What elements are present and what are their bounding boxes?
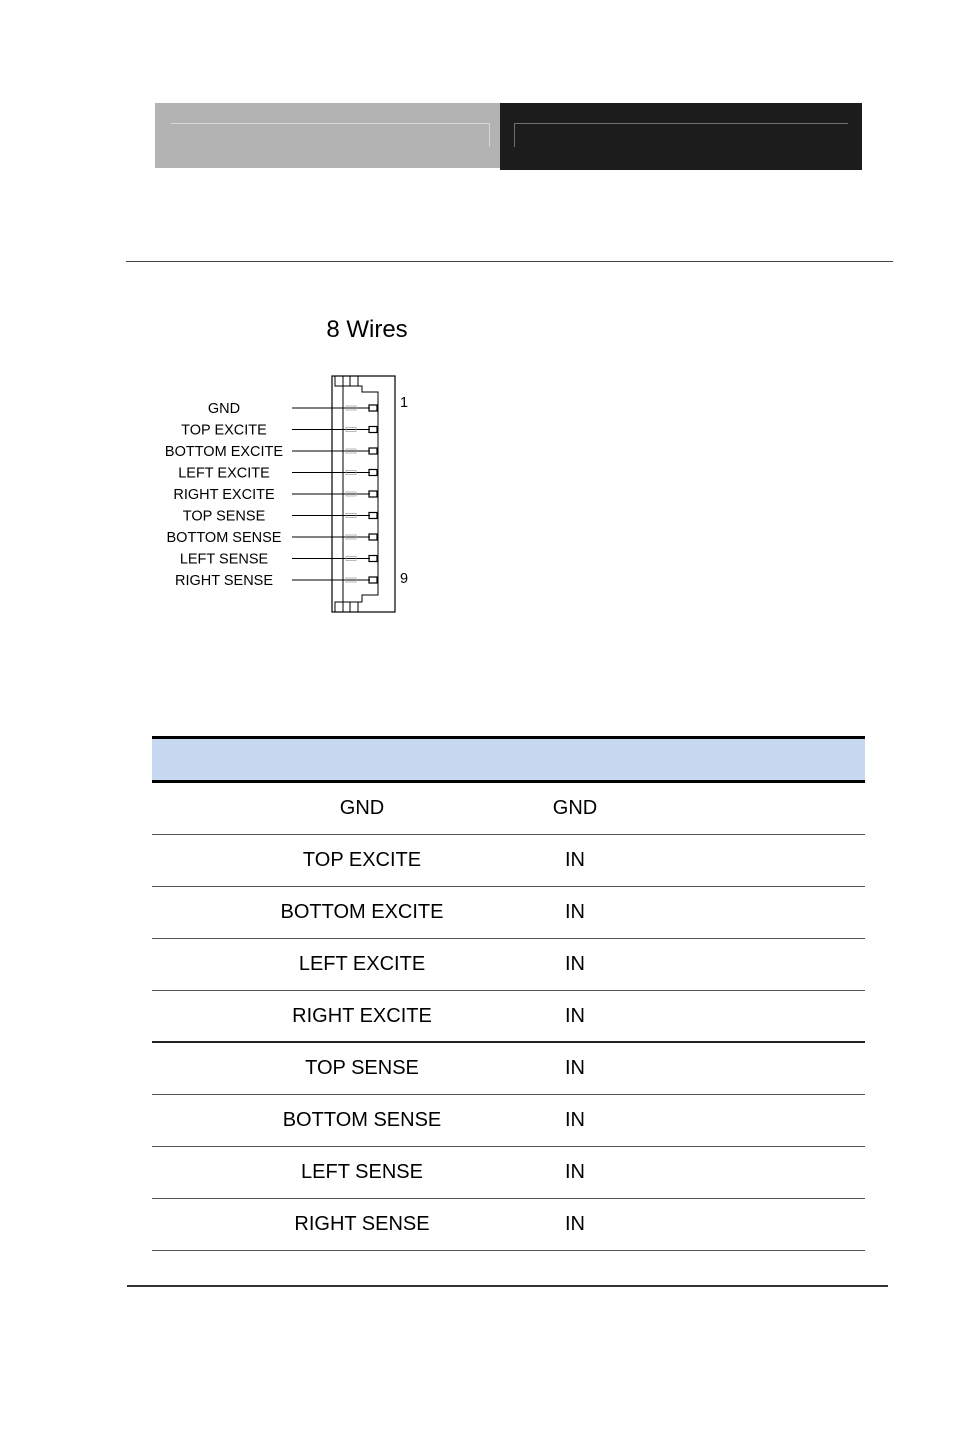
table-row (152, 835, 865, 887)
type-cell: IN (565, 1057, 585, 1079)
connector-bottom-tab-left (335, 602, 343, 612)
type-cell: IN (565, 849, 585, 871)
diagram-pin-label: GND (207, 401, 241, 417)
header-banner-right (500, 103, 862, 170)
diagram-pin-contact (369, 534, 377, 540)
diagram-pin-label: LEFT EXCITE (178, 465, 270, 482)
diagram-pin-label: BOTTOM EXCITE (164, 444, 284, 460)
type-cell: IN (565, 953, 585, 975)
top-divider (126, 261, 893, 262)
table-row (152, 783, 865, 835)
type-cell: IN (565, 1213, 585, 1235)
diagram-pin-contact (369, 513, 377, 519)
signal-cell: RIGHT SENSE (294, 1213, 430, 1235)
type-cell: GND (552, 797, 598, 819)
diagram-pin-label: RIGHT SENSE (174, 573, 274, 589)
table-row (152, 939, 865, 991)
type-cell: IN (565, 1161, 585, 1183)
connector-top-tab-right (350, 376, 358, 386)
diagram-pin-contact (369, 491, 377, 497)
signal-cell: TOP SENSE (305, 1057, 419, 1079)
pin-table (152, 736, 865, 1251)
connector-bottom-tab-right (350, 602, 358, 612)
banner-left-rule-end (489, 123, 490, 147)
pin-table-body (152, 783, 865, 1251)
diagram-pin-label: TOP SENSE (182, 508, 266, 525)
diagram-pin-contact (369, 556, 377, 562)
type-cell: IN (565, 1005, 585, 1027)
diagram-pin-label: RIGHT EXCITE (173, 487, 275, 503)
banner-right-rule (514, 123, 848, 124)
signal-cell: BOTTOM EXCITE (280, 901, 444, 923)
table-row (152, 1147, 865, 1199)
signal-cell: BOTTOM SENSE (282, 1109, 442, 1131)
signal-cell: RIGHT EXCITE (292, 1005, 432, 1027)
diagram-pin-label: TOP EXCITE (181, 422, 267, 439)
table-row (152, 1095, 865, 1147)
signal-cell: LEFT SENSE (301, 1161, 423, 1183)
diagram-pin-label: LEFT SENSE (179, 551, 269, 568)
diagram-pin-contact (369, 470, 377, 476)
pin-table-header (152, 736, 865, 783)
pin-number-last: 9 (400, 571, 409, 587)
table-row (152, 887, 865, 939)
type-cell: IN (565, 1109, 585, 1131)
signal-cell: GND (339, 797, 385, 819)
connector-diagram (150, 365, 430, 620)
diagram-pin-label: BOTTOM SENSE (166, 530, 282, 546)
banner-left-rule (171, 123, 490, 124)
signal-cell: LEFT EXCITE (298, 953, 426, 975)
table-row (152, 1199, 865, 1251)
bottom-divider (127, 1285, 888, 1287)
pin-number-first: 1 (400, 395, 409, 411)
signal-cell: TOP EXCITE (302, 849, 422, 871)
diagram-pin-contact (369, 427, 377, 433)
diagram-title: 8 Wires (326, 316, 408, 343)
header-banner-left (155, 103, 500, 168)
diagram-pin-contact (369, 405, 377, 411)
banner-right-rule-start (514, 123, 515, 147)
table-row (152, 1043, 865, 1095)
type-cell: IN (565, 901, 585, 923)
diagram-pin-contact (369, 577, 377, 583)
table-row (152, 991, 865, 1043)
diagram-pin-contact (369, 448, 377, 454)
connector-top-tab-left (335, 376, 343, 386)
pin-group (165, 401, 377, 589)
